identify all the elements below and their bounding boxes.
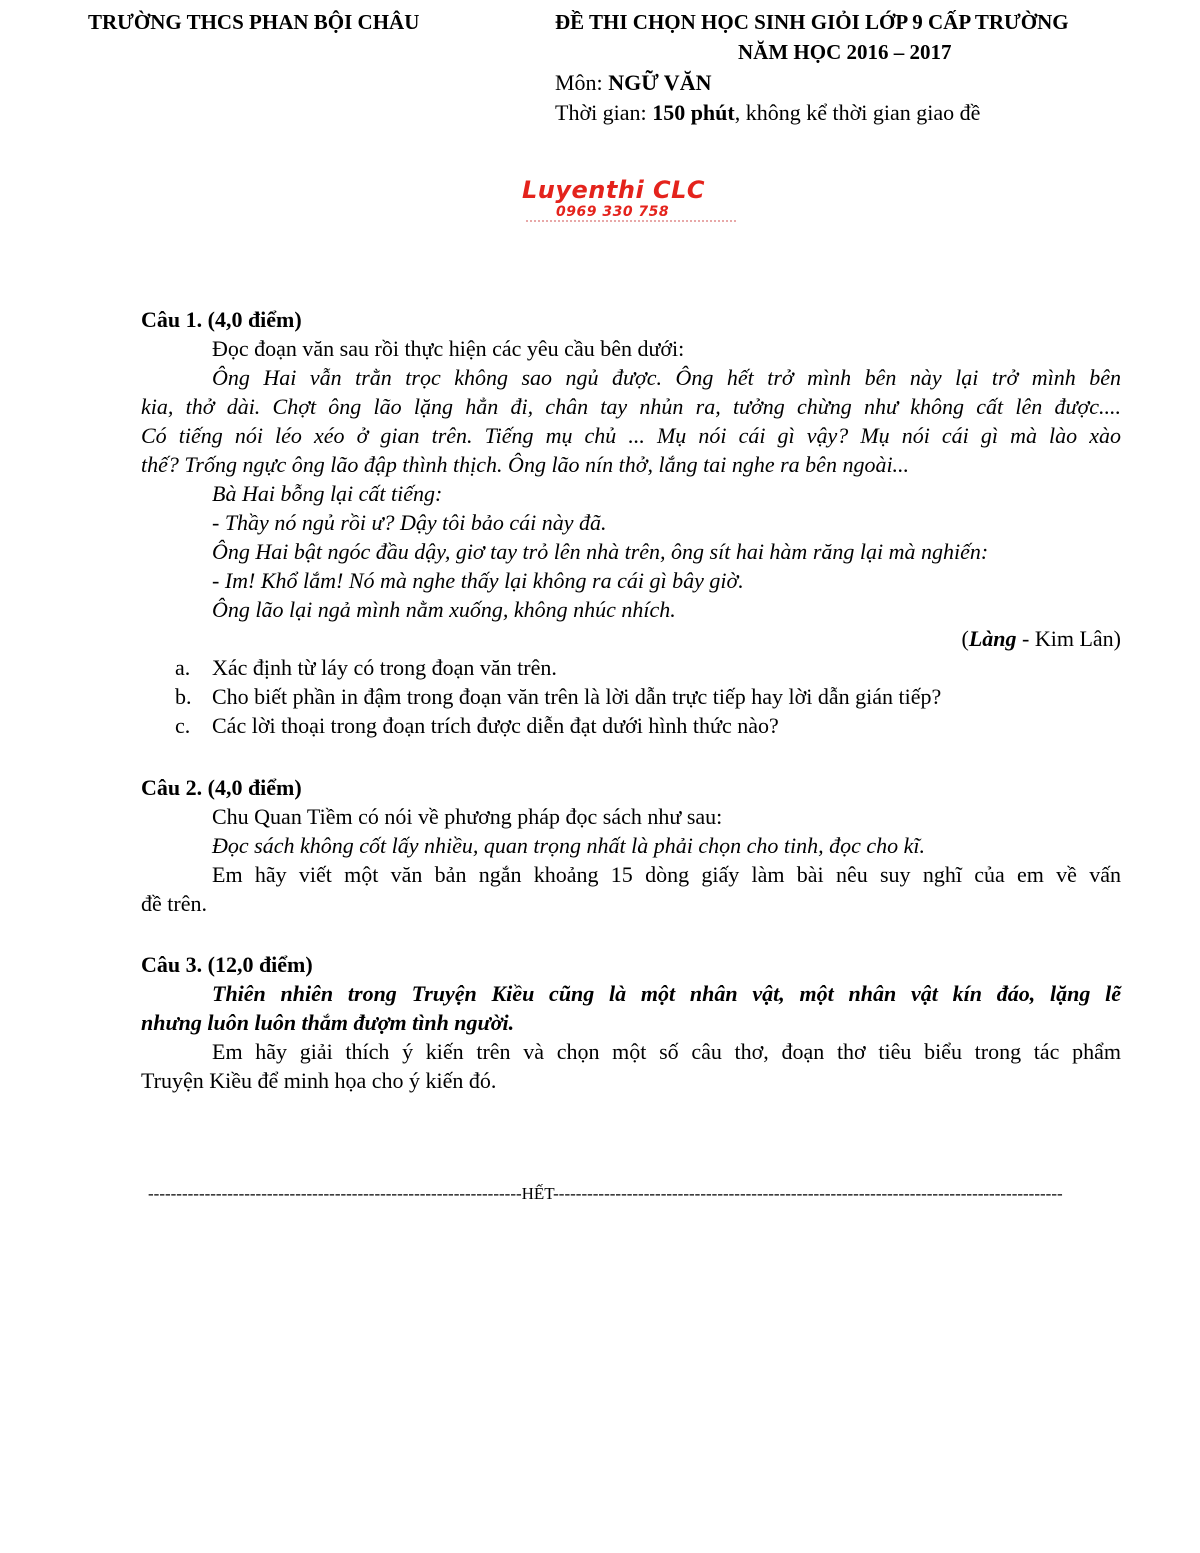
passage-line: Ông Hai vẫn trằn trọc không sao ngủ được. Ông hết trở mình bên này lại trở mình bên: [212, 365, 1121, 390]
option-c: [141, 711, 1121, 740]
exam-title-line2: NĂM HỌC 2016 – 2017: [738, 40, 952, 64]
question-3-title: Câu 3. (12,0 điểm): [141, 952, 313, 977]
time-line: [555, 100, 980, 126]
question-2-task-line1: Em hãy viết một văn bản ngắn khoảng 15 dòng giấy làm bài nêu suy nghĩ của em về vấn: [212, 862, 1121, 887]
question-2-intro: Chu Quan Tiềm có nói về phương pháp đọc sách như sau:: [212, 804, 723, 829]
dialogue-line: Bà Hai bỗng lại cất tiếng:: [212, 481, 443, 506]
dialogue-line: Ông Hai bật ngóc đầu dậy, giơ tay trỏ lên nhà trên, ông sít hai hàm răng lại mà nghiến:: [212, 539, 989, 564]
source-title: Làng: [968, 626, 1017, 651]
option-b: [141, 682, 1121, 711]
time-suffix: , không kể thời gian giao đề: [734, 100, 981, 125]
question-1-instruction: Đọc đoạn văn sau rồi thực hiện các yêu cầu bên dưới:: [212, 336, 685, 361]
question-3-quote-line1: Thiên nhiên trong Truyện Kiều cũng là một nhân vật, một nhân vật kín đáo, lặng lẽ: [212, 981, 1121, 1006]
question-3-task-line2: Truyện Kiều để minh họa cho ý kiến đó.: [141, 1068, 497, 1093]
dialogue-line: Ông lão lại ngả mình nằm xuống, không nhúc nhích.: [212, 597, 676, 622]
option-a: [141, 653, 1121, 682]
end-marker: ------------------------------------------------------------------HẾT------------------------------------------------------------------------------------------: [148, 1184, 1063, 1203]
school-name: TRƯỜNG THCS PHAN BỘI CHÂU: [88, 10, 420, 34]
dialogue-line: - Im! Khổ lắm! Nó mà nghe thấy lại không ra cái gì bây giờ.: [212, 568, 744, 593]
question-2-task-line2: đề trên.: [141, 891, 207, 916]
question-3-quote-line2: nhưng luôn luôn thắm đượm tình người.: [141, 1010, 515, 1035]
passage-line: thế? Trống ngực ông lão đập thình thịch. Ông lão nín thở, lắng tai nghe ra bên ngoài...: [141, 452, 910, 477]
time-value: 150 phút: [652, 100, 735, 125]
watermark-brand: Luyenthi CLC: [522, 176, 706, 204]
dialogue-line: - Thầy nó ngủ rồi ư? Dậy tôi bảo cái này đã.: [212, 510, 607, 535]
question-1: [141, 305, 1121, 740]
question-1-title: Câu 1. (4,0 điểm): [141, 307, 302, 332]
question-2-title: Câu 2. (4,0 điểm): [141, 775, 302, 800]
watermark-phone: 0969 330 758: [556, 204, 670, 220]
subject-label: Môn:: [555, 70, 609, 95]
source-author: - Kim Lân): [1016, 626, 1121, 651]
question-2-quote: Đọc sách không cốt lấy nhiều, quan trọng nhất là phải chọn cho tinh, đọc cho kĩ.: [212, 833, 926, 858]
subject-value: NGỮ VĂN: [608, 70, 712, 95]
passage-line: kia, thở dài. Chợt ông lão lặng hẳn đi, chân tay nhủn ra, tưởng chừng như không cất lên được....: [141, 394, 1121, 419]
option-label: c.: [175, 713, 191, 738]
watermark-dots: [526, 220, 736, 226]
exam-title-line1: ĐỀ THI CHỌN HỌC SINH GIỎI LỚP 9 CẤP TRƯỜNG: [555, 10, 1069, 34]
subject-line: [555, 70, 711, 96]
question-2: [141, 773, 1121, 918]
question-3: [141, 950, 1121, 1095]
passage-line: Có tiếng nói léo xéo ở gian trên. Tiếng mụ chủ ... Mụ nói cái gì vậy? Mụ nói cái gì mà lào xào: [141, 423, 1121, 448]
option-text: Xác định từ láy có trong đoạn văn trên.: [212, 655, 557, 680]
question-3-task-line1: Em hãy giải thích ý kiến trên và chọn một số câu thơ, đoạn thơ tiêu biểu trong tác phẩm: [212, 1039, 1121, 1064]
option-text: Cho biết phần in đậm trong đoạn văn trên là lời dẫn trực tiếp hay lời dẫn gián tiếp?: [212, 684, 942, 709]
source-open: (: [961, 626, 969, 651]
option-label: a.: [175, 655, 191, 680]
option-text: Các lời thoại trong đoạn trích được diễn đạt dưới hình thức nào?: [212, 713, 779, 738]
watermark-logo: [518, 176, 748, 226]
passage-source: [141, 624, 1121, 653]
end-text: HẾT: [521, 1184, 554, 1203]
option-label: b.: [175, 684, 192, 709]
time-label: Thời gian:: [555, 100, 653, 125]
